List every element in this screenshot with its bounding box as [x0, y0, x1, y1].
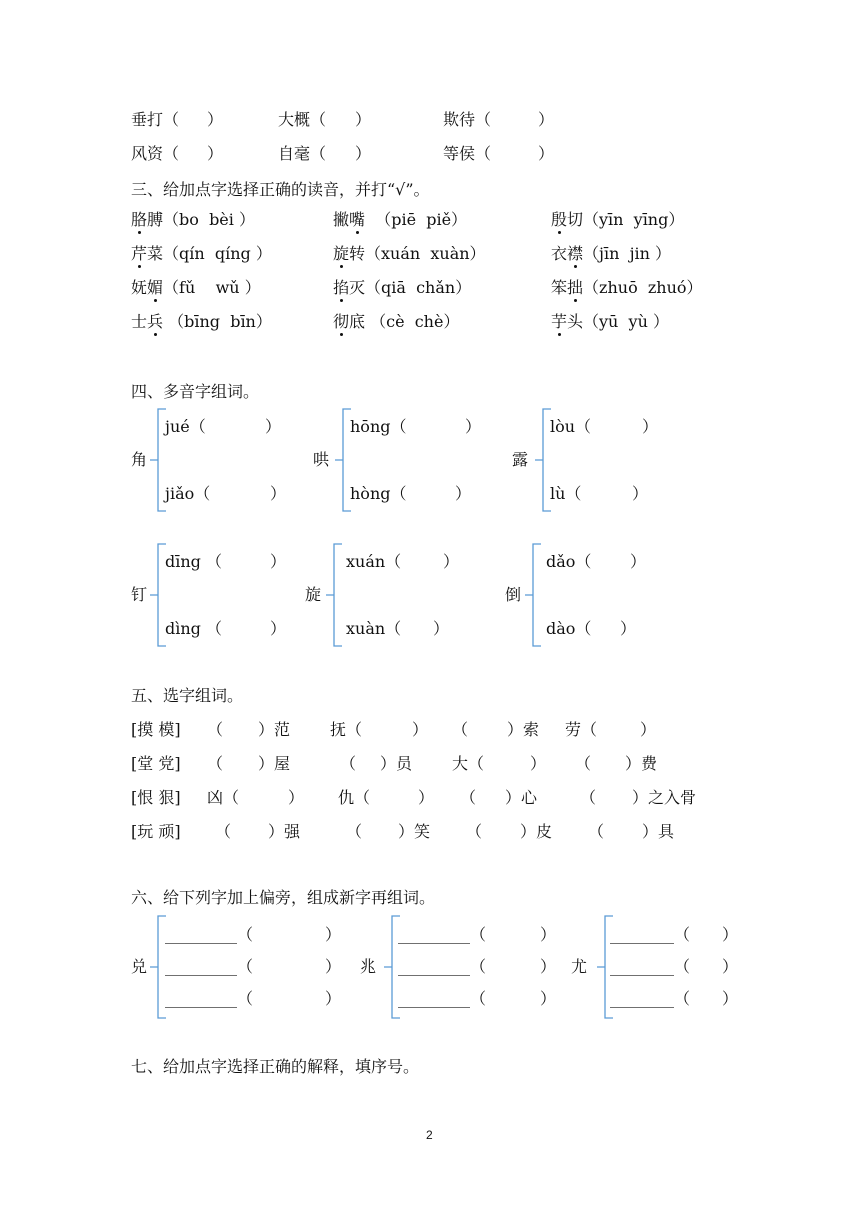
blank-close: ）: [270, 484, 287, 503]
word-cell: 大概（: [278, 110, 327, 129]
dotted-character: 旋: [333, 244, 350, 263]
blank-close: ）: [540, 989, 557, 1008]
blank-close: ）: [722, 989, 739, 1008]
polyphone-character: 哄: [313, 450, 330, 469]
section-6-title: 六、给下列字加上偏旁，组成新字再组词。: [131, 888, 436, 907]
pinyin-reading: dìng （: [165, 619, 222, 638]
blank-close: ）: [540, 925, 557, 944]
pinyin-reading: xuán（: [346, 552, 402, 571]
word-blank: ）: [640, 720, 657, 739]
character-choices: [恨 狠]: [131, 788, 181, 807]
word-blank: ）屋: [258, 754, 291, 773]
polyphone-character: 倒: [505, 585, 522, 604]
word-blank: 仇（: [338, 788, 371, 807]
pinyin-reading: jiǎo（: [165, 484, 211, 503]
pinyin-choice-item: [131, 312, 272, 332]
pinyin-choice-item: [551, 210, 684, 230]
word-blank: ）: [288, 788, 305, 807]
word-suffix-pinyin: 头（yū yù ）: [567, 312, 669, 331]
blank-close: ）: [540, 957, 557, 976]
polyphone-bracket: [523, 543, 543, 647]
pinyin-choice-item: [551, 278, 703, 298]
word-blank: ）笑: [398, 822, 431, 841]
pinyin-choice-item: [333, 278, 471, 298]
blank-close: ）: [455, 484, 472, 503]
pinyin-reading: jué（: [165, 417, 206, 436]
base-character: 尤: [571, 957, 588, 976]
blank-close: ）: [642, 417, 659, 436]
dotted-character: 芹: [131, 244, 148, 263]
word-cell: ）: [355, 144, 372, 163]
dotted-character: 嘴: [349, 210, 366, 229]
word-blank: （: [452, 720, 469, 739]
word-suffix-pinyin: 切（yīn yīng）: [567, 210, 685, 229]
word-blank: （: [466, 822, 483, 841]
blank-close: ）: [630, 552, 647, 571]
word-suffix-pinyin: 菜（qín qíng ）: [147, 244, 272, 263]
word-prefix: 士: [131, 312, 148, 331]
polyphone-bracket: [324, 543, 344, 647]
blank-close: ）: [325, 957, 342, 976]
dotted-character: 掐: [333, 278, 350, 297]
pinyin-choice-item: [131, 210, 255, 230]
dotted-character: 拙: [567, 278, 584, 297]
word-prefix: 笨: [551, 278, 568, 297]
blank-close: ）: [265, 417, 282, 436]
pinyin-choice-item: [131, 244, 272, 264]
polyphone-character: 角: [131, 450, 148, 469]
character-choices: [摸 模]: [131, 720, 181, 739]
word-cell: 等侯（: [443, 144, 492, 163]
pinyin-reading: xuàn（: [346, 619, 402, 638]
new-character-blank: _________（: [165, 989, 254, 1008]
pinyin-choice-item: [333, 312, 459, 332]
word-cell: 风资（: [131, 144, 180, 163]
blank-close: ）: [433, 619, 450, 638]
pinyin-reading: lù（: [550, 484, 582, 503]
polyphone-character: 露: [512, 450, 529, 469]
pinyin-reading: dǎo（: [546, 552, 592, 571]
word-cell: ）: [207, 144, 224, 163]
word-blank: 大（: [452, 754, 485, 773]
dotted-character: 胳: [131, 210, 148, 229]
new-character-blank: _________（: [165, 957, 254, 976]
word-cell: ）: [538, 110, 555, 129]
new-character-blank: ________（: [610, 925, 691, 944]
word-prefix: 撇: [333, 210, 350, 229]
dotted-character: 兵: [147, 312, 164, 331]
word-prefix: 妩: [131, 278, 148, 297]
new-character-blank: _________（: [398, 989, 487, 1008]
word-suffix-pinyin: （fǔ wǔ ）: [163, 278, 261, 297]
base-character: 兑: [131, 957, 148, 976]
word-suffix-pinyin: 底 （cè chè）: [349, 312, 460, 331]
word-blank: （: [340, 754, 357, 773]
word-blank: 凶（: [207, 788, 240, 807]
blank-close: ）: [325, 989, 342, 1008]
blank-close: ）: [465, 417, 482, 436]
word-blank: ）: [530, 754, 547, 773]
word-blank: ）具: [642, 822, 675, 841]
dotted-character: 媚: [147, 278, 164, 297]
page-number: 2: [426, 1128, 433, 1142]
word-blank: ）: [418, 788, 435, 807]
character-choices: [玩 顽]: [131, 822, 181, 841]
blank-close: ）: [620, 619, 637, 638]
dotted-character: 殷: [551, 210, 568, 229]
word-blank: （: [207, 754, 224, 773]
polyphone-character: 钉: [131, 585, 148, 604]
polyphone-character: 旋: [305, 585, 322, 604]
word-blank: ）之入骨: [632, 788, 697, 807]
word-cell: ）: [207, 110, 224, 129]
word-cell: 自毫（: [278, 144, 327, 163]
word-blank: ）强: [268, 822, 301, 841]
word-blank: （: [207, 720, 224, 739]
blank-close: ）: [325, 925, 342, 944]
dotted-character: 彻: [333, 312, 350, 331]
pinyin-reading: dào（: [546, 619, 592, 638]
blank-close: ）: [270, 619, 287, 638]
character-choices: [堂 党]: [131, 754, 181, 773]
blank-close: ）: [722, 957, 739, 976]
new-character-blank: ________（: [610, 989, 691, 1008]
word-suffix-pinyin: 膊（bo bèi ）: [147, 210, 255, 229]
word-cell: ）: [355, 110, 372, 129]
word-blank: （: [346, 822, 363, 841]
word-cell: 垂打（: [131, 110, 180, 129]
blank-close: ）: [722, 925, 739, 944]
pinyin-choice-item: [333, 210, 467, 230]
section-4-title: 四、多音字组词。: [131, 382, 260, 401]
word-suffix-pinyin: （bīng bīn）: [163, 312, 272, 331]
word-blank: （: [215, 822, 232, 841]
pinyin-choice-item: [131, 278, 261, 298]
word-blank: ）: [412, 720, 429, 739]
blank-close: ）: [270, 552, 287, 571]
word-blank: ）员: [380, 754, 413, 773]
blank-close: ）: [632, 484, 649, 503]
word-blank: （: [460, 788, 477, 807]
word-blank: 劳（: [565, 720, 598, 739]
blank-close: ）: [443, 552, 460, 571]
word-cell: 欺待（: [443, 110, 492, 129]
word-suffix-pinyin: （zhuō zhuó）: [583, 278, 703, 297]
pinyin-reading: dīng （: [165, 552, 222, 571]
new-character-blank: _________（: [398, 925, 487, 944]
pinyin-choice-item: [333, 244, 486, 264]
word-suffix-pinyin: 灭（qiā chǎn）: [349, 278, 472, 297]
dotted-character: 襟: [567, 244, 584, 263]
word-cell: ）: [538, 144, 555, 163]
word-prefix: 衣: [551, 244, 568, 263]
word-blank: ）心: [505, 788, 538, 807]
word-blank: （: [575, 754, 592, 773]
word-blank: ）索: [507, 720, 540, 739]
word-blank: ）皮: [520, 822, 553, 841]
new-character-blank: _________（: [398, 957, 487, 976]
pinyin-reading: hòng（: [350, 484, 407, 503]
section-7-title: 七、给加点字选择正确的解释，填序号。: [131, 1057, 420, 1076]
word-suffix-pinyin: 转（xuán xuàn）: [349, 244, 486, 263]
new-character-blank: _________（: [165, 925, 254, 944]
base-character: 兆: [360, 957, 377, 976]
word-blank: 抚（: [330, 720, 363, 739]
pinyin-reading: hōng（: [350, 417, 407, 436]
dotted-character: 芋: [551, 312, 568, 331]
word-suffix-pinyin: （jīn jin ）: [583, 244, 672, 263]
word-blank: （: [580, 788, 597, 807]
section-5-title: 五、选字组词。: [131, 686, 244, 705]
pinyin-choice-item: [551, 244, 671, 264]
word-blank: （: [588, 822, 605, 841]
pinyin-choice-item: [551, 312, 669, 332]
word-blank: ）范: [258, 720, 291, 739]
new-character-blank: ________（: [610, 957, 691, 976]
section-3-title: 三、给加点字选择正确的读音，并打“√”。: [131, 180, 430, 199]
word-suffix-pinyin: （piē piě）: [365, 210, 468, 229]
word-blank: ）费: [625, 754, 658, 773]
pinyin-reading: lòu（: [550, 417, 592, 436]
